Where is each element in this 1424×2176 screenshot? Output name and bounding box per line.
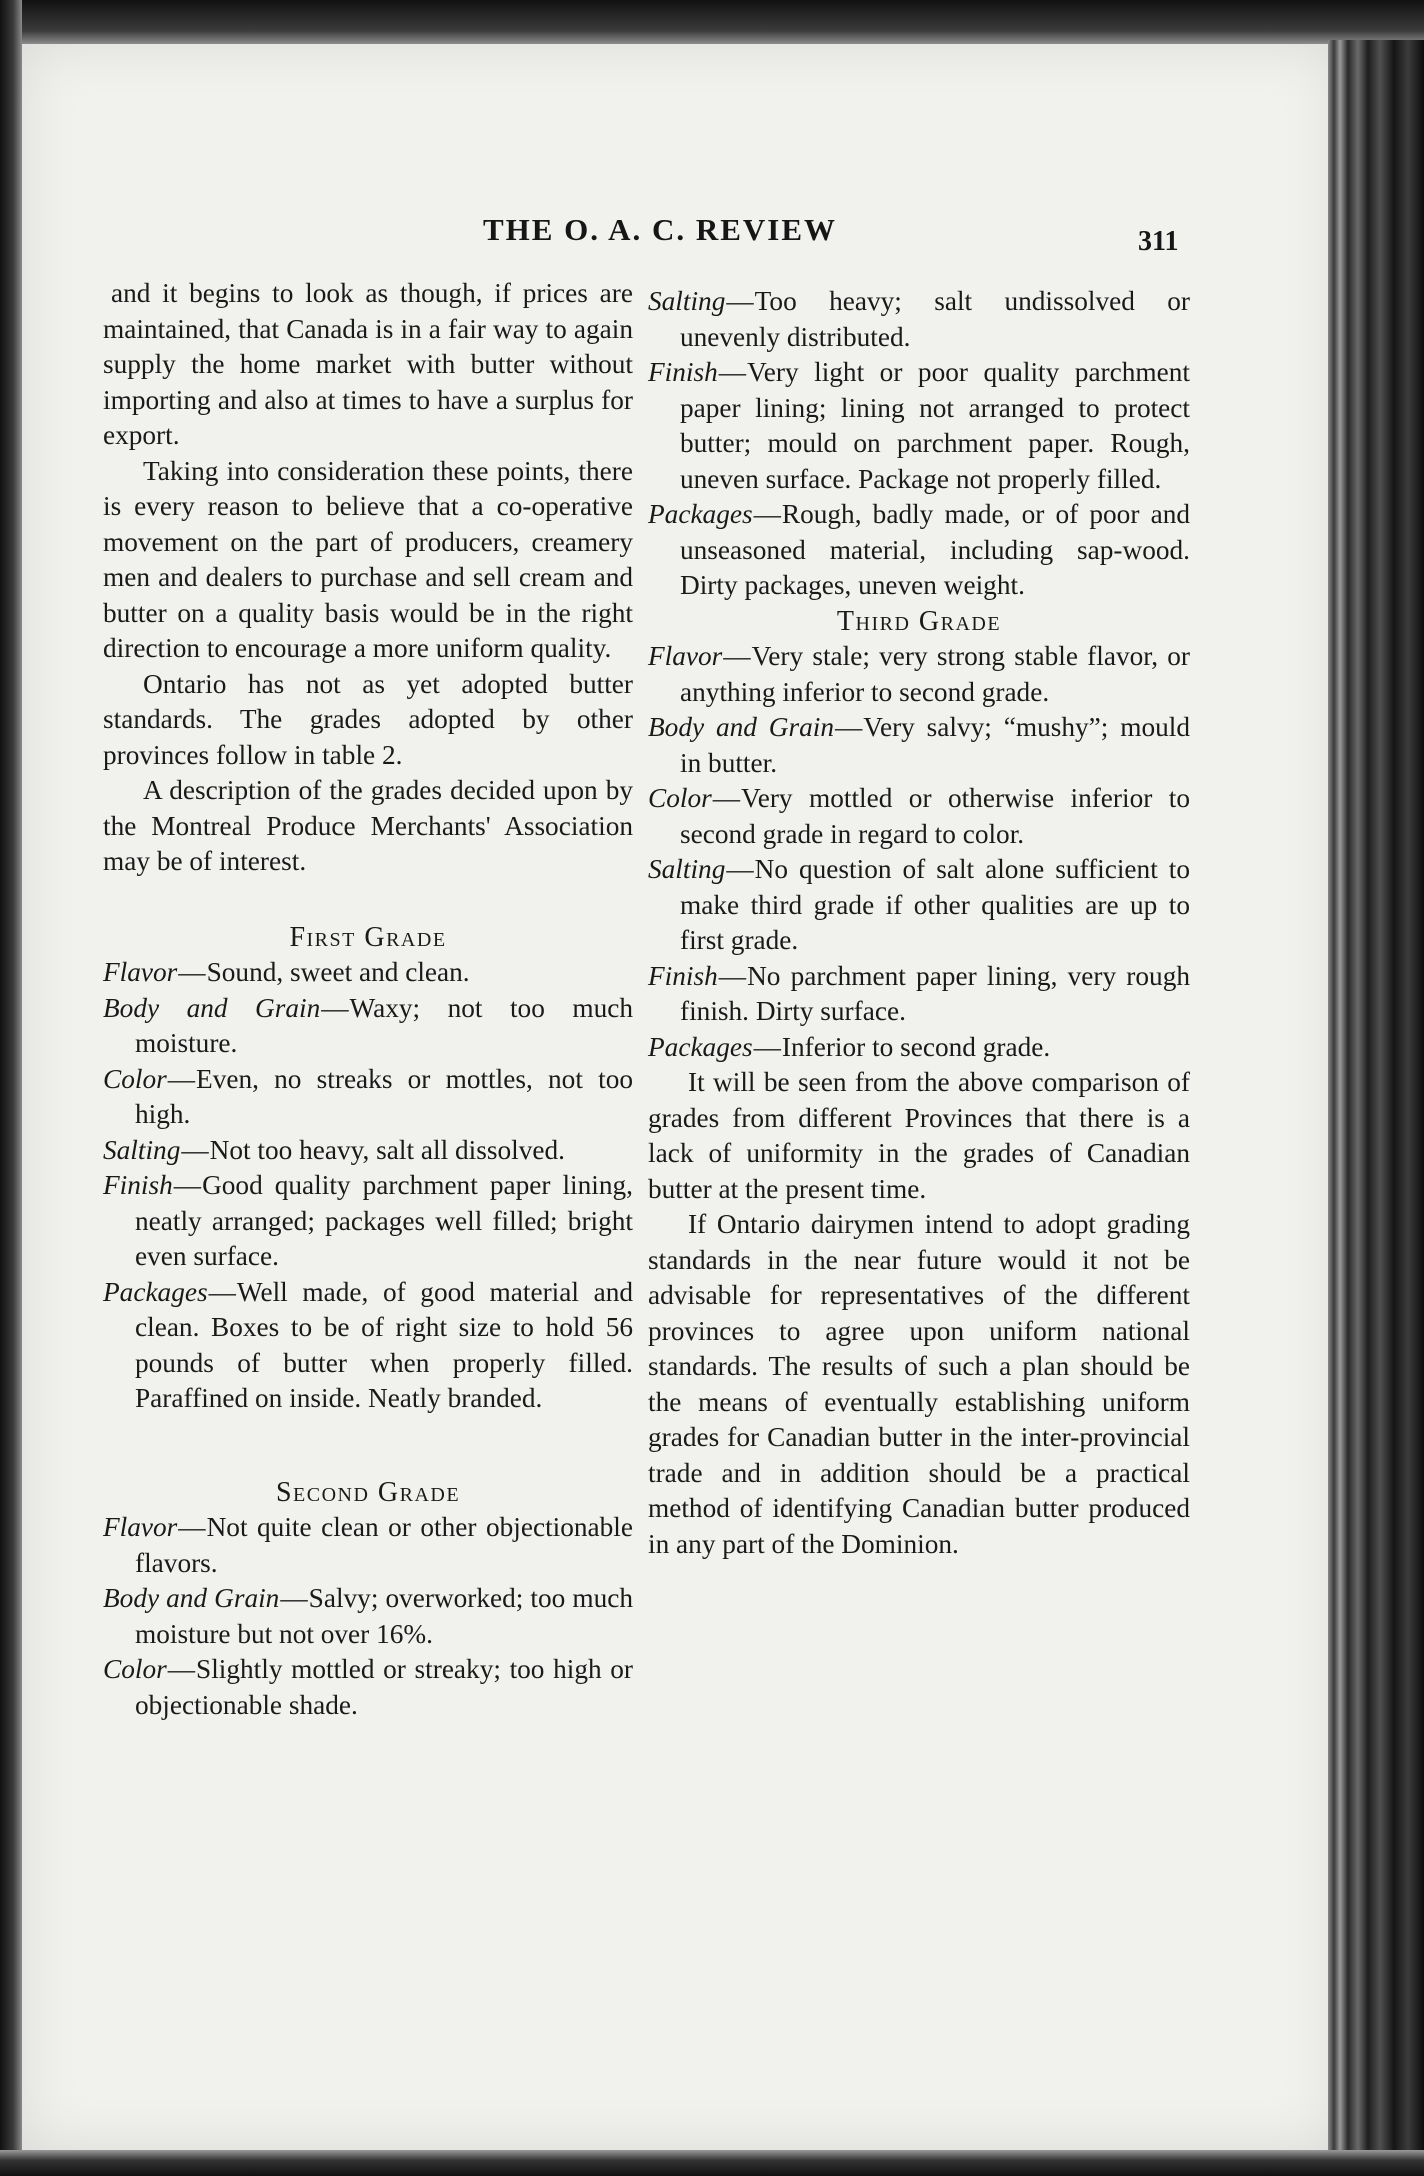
entry-term: Packages bbox=[648, 499, 753, 529]
entry-text: Good quality parchment paper lining, neatly arranged; packages well filled; bright even surface. bbox=[135, 1170, 633, 1271]
grade-entry: Finish—Very light or poor quality parchment paper lining; lining not arranged to protect butter; mould on parchment paper. Rough, uneven surface. Package not properly filled. bbox=[648, 357, 1190, 494]
paragraph: Taking into consideration these points, there is every reason to believe that a co-operative movement on the part of producers, creamery men and dealers to purchase and sell cream and butter on a quality basis would be in the right direction to encourage a more uniform quality. bbox=[103, 455, 633, 663]
entry-term: Flavor bbox=[648, 641, 723, 671]
paragraph: and it begins to look as though, if prices are maintained, that Canada is in a fair way to again supply the home market with butter without importing and also at times to have a surplus for export. bbox=[103, 278, 633, 450]
entry-term: Body and Grain bbox=[103, 992, 321, 1023]
entry-term: Color bbox=[103, 1063, 167, 1094]
grade-entry: Packages—Rough, badly made, or of poor and unseasoned material, including sap-wood. Dirty packages, uneven weight. bbox=[648, 499, 1190, 600]
entry-text: Sound, sweet and clean. bbox=[206, 957, 470, 987]
entry-text: Even, no streaks or mottles, not too high. bbox=[135, 1063, 633, 1129]
grade-entry: Finish—Good quality parchment paper lining, neatly arranged; packages well filled; bright even surface. bbox=[103, 1170, 633, 1271]
section-heading-second-grade: Second Grade bbox=[275, 1476, 461, 1508]
entry-text: Rough, badly made, or of poor and unseasoned material, including sap-wood. Dirty packages, uneven weight. bbox=[680, 499, 1190, 600]
grade-entry: Flavor—Very stale; very strong stable flavor, or anything inferior to second grade. bbox=[648, 641, 1190, 707]
entry-text: Not quite clean or other objectionable flavors. bbox=[135, 1512, 633, 1578]
entry-term: Packages bbox=[648, 1031, 753, 1062]
entry-term: Salting bbox=[103, 1134, 181, 1165]
grade-entry: Color—Very mottled or otherwise inferior to second grade in regard to color. bbox=[648, 783, 1190, 849]
entry-text: Well made, of good material and clean. Boxes to be of right size to hold 56 pounds of butter when properly filled. Paraffined on inside. Neatly branded. bbox=[135, 1276, 633, 1413]
page-number: 311 bbox=[1138, 226, 1179, 257]
paragraph: A description of the grades decided upon by the Montreal Produce Merchants' Association may be of interest. bbox=[103, 775, 633, 876]
paragraph: Ontario has not as yet adopted butter standards. The grades adopted by other provinces follow in table 2. bbox=[103, 668, 633, 770]
entry-text: Very stale; very strong stable flavor, or anything inferior to second grade. bbox=[680, 641, 1190, 707]
entry-term: Salting bbox=[648, 286, 726, 316]
entry-term: Packages bbox=[103, 1276, 208, 1307]
paragraph: If Ontario dairymen intend to adopt grading standards in the near future would it not be advisable for representatives of the different provinces to agree upon uniform national standards. The results of such a plan should be the means of eventually establishing uniform grades for Canadian butter in the inter-provincial trade and in addition should be a practical method of identifying Canadian butter produced in any part of the Dominion. bbox=[648, 1209, 1190, 1559]
entry-text: Inferior to second grade. bbox=[781, 1031, 1051, 1062]
grade-entry: Body and Grain—Very salvy; “mushy”; mould in butter. bbox=[648, 712, 1190, 778]
entry-text: Slightly mottled or streaky; too high or objectionable shade. bbox=[135, 1654, 633, 1720]
grade-entry: Salting—Not too heavy, salt all dissolved. bbox=[103, 1134, 565, 1165]
entry-term: Color bbox=[648, 783, 712, 813]
scan-left-shadow bbox=[0, 0, 22, 2176]
entry-term: Flavor bbox=[103, 1512, 178, 1542]
grade-entry: Finish—No parchment paper lining, very rough finish. Dirty surface. bbox=[648, 960, 1190, 1026]
right-column bbox=[648, 284, 1190, 1562]
section-heading-first-grade: First Grade bbox=[289, 921, 447, 953]
grade-entry: Packages—Inferior to second grade. bbox=[648, 1031, 1051, 1062]
entry-term: Finish bbox=[648, 960, 718, 991]
grade-entry: Body and Grain—Salvy; overworked; too much moisture but not over 16%. bbox=[103, 1583, 633, 1649]
entry-term: Finish bbox=[103, 1170, 173, 1200]
scan-bottom-shadow bbox=[0, 2150, 1424, 2176]
grade-entry: Packages—Well made, of good material and clean. Boxes to be of right size to hold 56 pounds of butter when properly filled. Paraffined on inside. Neatly branded. bbox=[103, 1276, 633, 1413]
entry-text: Very light or poor quality parchment paper lining; lining not arranged to protect butter; mould on parchment paper. Rough, uneven surface. Package not properly filled. bbox=[680, 357, 1190, 494]
entry-term: Finish bbox=[648, 357, 718, 387]
entry-text: Very mottled or otherwise inferior to second grade in regard to color. bbox=[680, 783, 1190, 849]
book-binding-edge bbox=[1328, 40, 1424, 2176]
paragraph: It will be seen from the above comparison of grades from different Provinces that there is a lack of uniformity in the grades of Canadian butter at the present time. bbox=[648, 1067, 1190, 1204]
grade-entry: Body and Grain—Waxy; not too much moisture. bbox=[103, 992, 633, 1058]
grade-entry: Flavor—Sound, sweet and clean. bbox=[103, 957, 470, 987]
entry-text: Too heavy; salt undissolved or unevenly distributed. bbox=[680, 286, 1190, 352]
scan-top-shadow bbox=[0, 0, 1424, 44]
entry-text: Waxy; not too much moisture. bbox=[135, 992, 633, 1058]
running-title: THE O. A. C. REVIEW bbox=[482, 212, 838, 247]
entry-term: Salting bbox=[648, 854, 726, 884]
section-heading-third-grade: Third Grade bbox=[836, 605, 1002, 637]
entry-text: Salvy; overworked; too much moisture but not over 16%. bbox=[135, 1583, 633, 1649]
entry-term: Body and Grain bbox=[103, 1583, 280, 1613]
grade-entry: Color—Slightly mottled or streaky; too high or objectionable shade. bbox=[103, 1654, 633, 1720]
entry-term: Flavor bbox=[103, 957, 178, 987]
left-column bbox=[103, 276, 633, 1723]
entry-term: Body and Grain bbox=[648, 712, 834, 742]
grade-entry: Salting—No question of salt alone sufficient to make third grade if other qualities are up to first grade. bbox=[648, 854, 1190, 955]
grade-entry: Salting—Too heavy; salt undissolved or unevenly distributed. bbox=[648, 286, 1190, 352]
entry-text: No question of salt alone sufficient to make third grade if other qualities are up to first grade. bbox=[680, 854, 1190, 955]
grade-entry: Flavor—Not quite clean or other objectionable flavors. bbox=[103, 1512, 633, 1578]
entry-term: Color bbox=[103, 1654, 167, 1684]
grade-entry: Color—Even, no streaks or mottles, not too high. bbox=[103, 1063, 633, 1129]
entry-text: No parchment paper lining, very rough finish. Dirty surface. bbox=[680, 960, 1190, 1026]
entry-text: Very salvy; “mushy”; mould in butter. bbox=[680, 712, 1190, 778]
entry-text: Not too heavy, salt all dissolved. bbox=[209, 1134, 565, 1165]
